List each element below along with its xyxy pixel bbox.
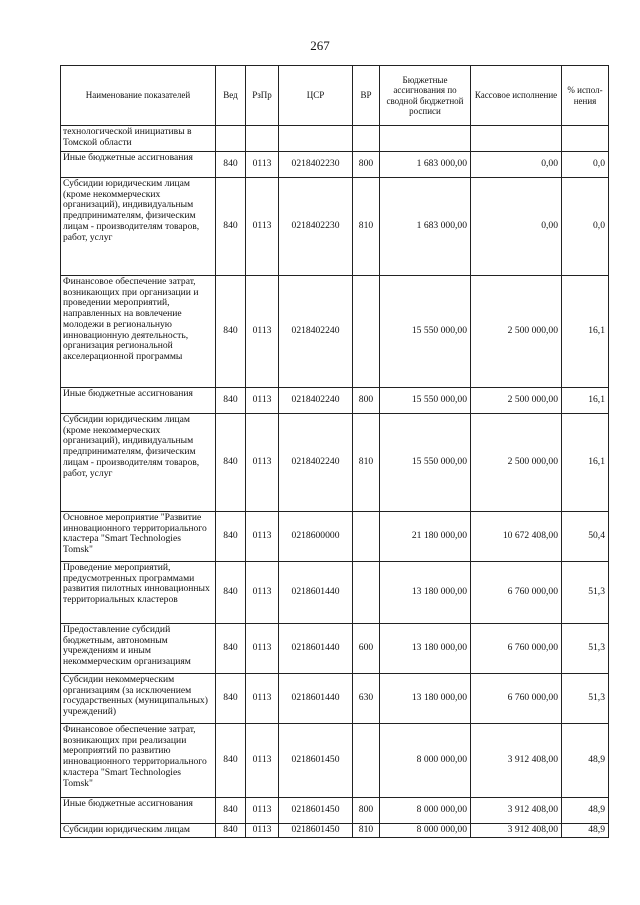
row-pct xyxy=(562,126,609,152)
row-cash: 3 912 408,00 xyxy=(471,824,562,838)
page-number: 267 xyxy=(310,38,330,53)
row-rzpr: 0113 xyxy=(246,414,279,512)
header-csr: ЦСР xyxy=(279,66,353,126)
row-csr: 0218601440 xyxy=(279,562,353,624)
table-row xyxy=(61,512,609,562)
row-rzpr: 0113 xyxy=(246,798,279,824)
row-ved: 840 xyxy=(216,724,246,798)
row-rzpr: 0113 xyxy=(246,178,279,276)
row-pct: 48,9 xyxy=(562,824,609,838)
row-ved: 840 xyxy=(216,624,246,674)
row-vr: 810 xyxy=(353,414,380,512)
row-pct: 0,0 xyxy=(562,152,609,178)
row-name: Проведение мероприятий, предусмотренных программами развития пилотных инновационных территориальных кластеров xyxy=(61,562,216,624)
table-row xyxy=(61,276,609,388)
header-name: Наименование показателей xyxy=(61,66,216,126)
header-vr: ВР xyxy=(353,66,380,126)
table-row xyxy=(61,824,609,838)
row-ved: 840 xyxy=(216,276,246,388)
table-row xyxy=(61,178,609,276)
row-ved: 840 xyxy=(216,824,246,838)
row-name: Субсидии некоммерческим организациям (за исключением государственных (муниципальных) учреждений) xyxy=(61,674,216,724)
row-cash: 3 912 408,00 xyxy=(471,724,562,798)
row-rzpr: 0113 xyxy=(246,152,279,178)
header-rzpr: РзПр xyxy=(246,66,279,126)
row-rzpr: 0113 xyxy=(246,276,279,388)
row-vr xyxy=(353,512,380,562)
row-csr: 0218601450 xyxy=(279,824,353,838)
row-name: Иные бюджетные ассигнования xyxy=(61,152,216,178)
table-row xyxy=(61,674,609,724)
row-name: Иные бюджетные ассигнования xyxy=(61,388,216,414)
row-csr: 0218601440 xyxy=(279,624,353,674)
row-name: Субсидии юридическим лицам xyxy=(61,824,216,838)
table-row xyxy=(61,388,609,414)
table-row xyxy=(61,152,609,178)
row-pct: 48,9 xyxy=(562,798,609,824)
row-pct: 50,4 xyxy=(562,512,609,562)
row-ved: 840 xyxy=(216,798,246,824)
row-rzpr: 0113 xyxy=(246,724,279,798)
row-budget: 13 180 000,00 xyxy=(380,562,471,624)
row-pct: 16,1 xyxy=(562,276,609,388)
row-budget: 8 000 000,00 xyxy=(380,798,471,824)
row-budget: 15 550 000,00 xyxy=(380,414,471,512)
row-pct: 0,0 xyxy=(562,178,609,276)
row-ved: 840 xyxy=(216,562,246,624)
row-rzpr: 0113 xyxy=(246,562,279,624)
row-name: Финансовое обеспечение затрат, возникающих при реализации мероприятий по развитию инновационного территориального кластера "Smart Technologies Tomsk" xyxy=(61,724,216,798)
row-csr: 0218402240 xyxy=(279,414,353,512)
row-csr: 0218601450 xyxy=(279,724,353,798)
row-pct: 16,1 xyxy=(562,414,609,512)
row-budget: 15 550 000,00 xyxy=(380,388,471,414)
row-csr: 0218600000 xyxy=(279,512,353,562)
row-vr xyxy=(353,562,380,624)
row-budget: 21 180 000,00 xyxy=(380,512,471,562)
row-ved: 840 xyxy=(216,152,246,178)
row-name: технологической инициативы в Томской области xyxy=(61,126,216,152)
row-ved: 840 xyxy=(216,388,246,414)
row-csr: 0218402240 xyxy=(279,276,353,388)
header-ved: Вед xyxy=(216,66,246,126)
table-row xyxy=(61,624,609,674)
row-rzpr: 0113 xyxy=(246,388,279,414)
row-csr: 0218601440 xyxy=(279,674,353,724)
row-vr xyxy=(353,276,380,388)
row-cash: 10 672 408,00 xyxy=(471,512,562,562)
row-ved xyxy=(216,126,246,152)
header-cash: Кассовое исполнение xyxy=(471,66,562,126)
row-cash: 2 500 000,00 xyxy=(471,414,562,512)
row-rzpr: 0113 xyxy=(246,624,279,674)
row-budget: 15 550 000,00 xyxy=(380,276,471,388)
table-row xyxy=(61,126,609,152)
row-ved: 840 xyxy=(216,414,246,512)
row-pct: 16,1 xyxy=(562,388,609,414)
table-row xyxy=(61,798,609,824)
row-cash: 0,00 xyxy=(471,152,562,178)
row-csr xyxy=(279,126,353,152)
row-budget: 13 180 000,00 xyxy=(380,674,471,724)
row-vr: 600 xyxy=(353,624,380,674)
row-budget: 13 180 000,00 xyxy=(380,624,471,674)
row-cash: 0,00 xyxy=(471,178,562,276)
row-cash: 2 500 000,00 xyxy=(471,388,562,414)
row-ved: 840 xyxy=(216,178,246,276)
row-rzpr: 0113 xyxy=(246,512,279,562)
table-header-row xyxy=(61,66,609,126)
row-cash: 6 760 000,00 xyxy=(471,562,562,624)
row-csr: 0218402230 xyxy=(279,178,353,276)
row-cash: 6 760 000,00 xyxy=(471,624,562,674)
row-cash: 6 760 000,00 xyxy=(471,674,562,724)
row-ved: 840 xyxy=(216,674,246,724)
row-vr: 800 xyxy=(353,152,380,178)
row-budget: 1 683 000,00 xyxy=(380,178,471,276)
row-budget: 8 000 000,00 xyxy=(380,724,471,798)
row-vr: 630 xyxy=(353,674,380,724)
row-name: Предоставление субсидий бюджетным, автономным учреждениям и иным некоммерческим организациям xyxy=(61,624,216,674)
header-budget: Бюджетные ассигнования по сводной бюджетной росписи xyxy=(380,66,471,126)
row-pct: 48,9 xyxy=(562,724,609,798)
row-vr xyxy=(353,126,380,152)
row-name: Иные бюджетные ассигнования xyxy=(61,798,216,824)
header-pct: % испол- нения xyxy=(562,66,609,126)
row-ved: 840 xyxy=(216,512,246,562)
row-vr: 800 xyxy=(353,388,380,414)
row-vr: 800 xyxy=(353,798,380,824)
row-budget xyxy=(380,126,471,152)
row-vr: 810 xyxy=(353,178,380,276)
table-row xyxy=(61,562,609,624)
table-row xyxy=(61,414,609,512)
row-rzpr: 0113 xyxy=(246,824,279,838)
row-vr xyxy=(353,724,380,798)
table-row xyxy=(61,724,609,798)
row-csr: 0218402230 xyxy=(279,152,353,178)
row-budget: 1 683 000,00 xyxy=(380,152,471,178)
row-vr: 810 xyxy=(353,824,380,838)
row-rzpr xyxy=(246,126,279,152)
row-name: Субсидии юридическим лицам (кроме некоммерческих организаций), индивидуальным предпринимателям, физическим лицам - производителям товаров, работ, услуг xyxy=(61,414,216,512)
row-pct: 51,3 xyxy=(562,562,609,624)
row-cash: 3 912 408,00 xyxy=(471,798,562,824)
row-name: Финансовое обеспечение затрат, возникающих при организации и проведении мероприятий, направленных на вовлечение молодежи в региональную инновационную деятельность, организация региональной акселерационной программы xyxy=(61,276,216,388)
budget-execution-table xyxy=(60,65,609,838)
row-budget: 8 000 000,00 xyxy=(380,824,471,838)
row-name: Субсидии юридическим лицам (кроме некоммерческих организаций), индивидуальным предпринимателям, физическим лицам - производителям товаров, работ, услуг xyxy=(61,178,216,276)
row-pct: 51,3 xyxy=(562,624,609,674)
row-cash xyxy=(471,126,562,152)
row-csr: 0218402240 xyxy=(279,388,353,414)
row-rzpr: 0113 xyxy=(246,674,279,724)
row-csr: 0218601450 xyxy=(279,798,353,824)
row-cash: 2 500 000,00 xyxy=(471,276,562,388)
row-name: Основное мероприятие "Развитие инновационного территориального кластера "Smart Technologies Tomsk" xyxy=(61,512,216,562)
row-pct: 51,3 xyxy=(562,674,609,724)
